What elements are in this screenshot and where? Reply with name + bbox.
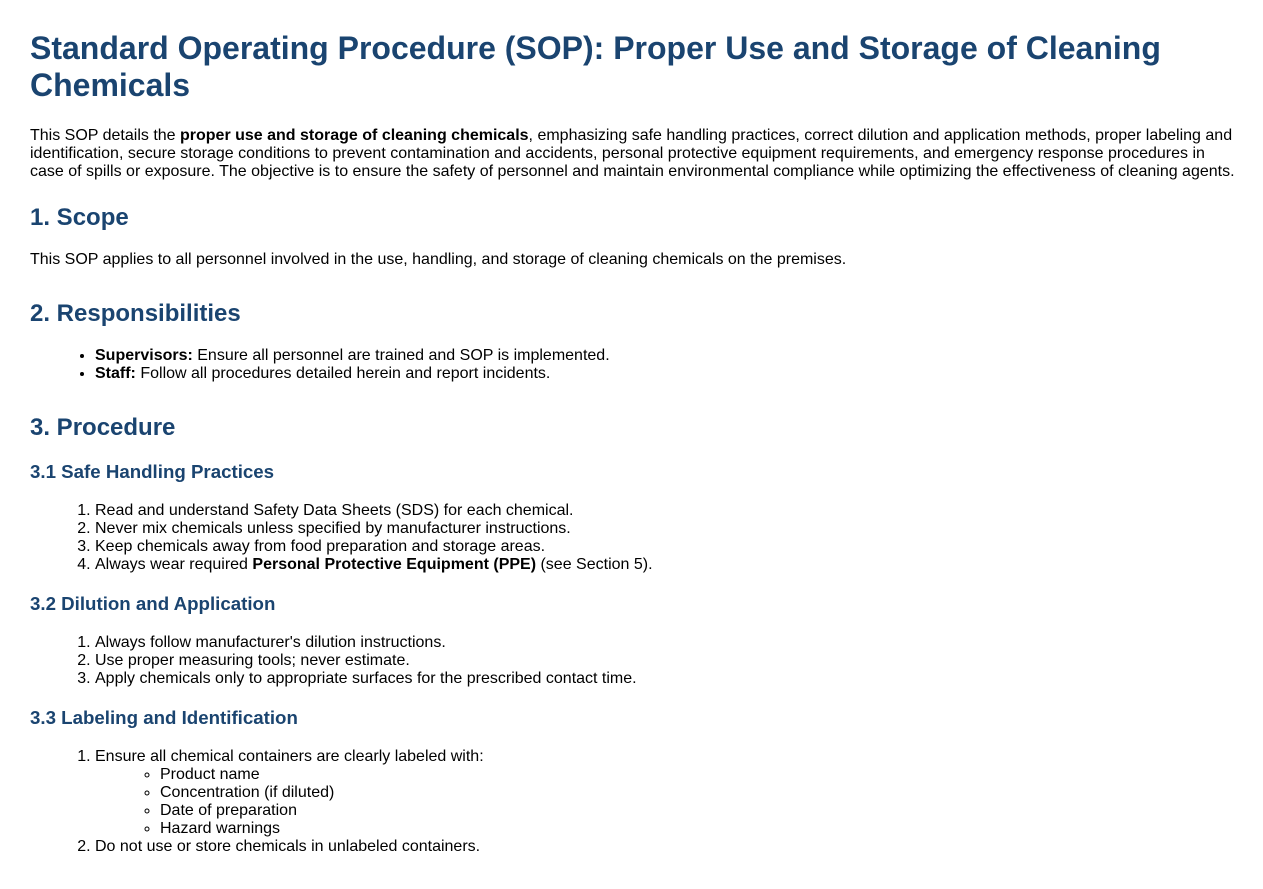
list-item — [95, 556, 1233, 574]
list-item — [95, 365, 1233, 383]
ppe-text-prefix: Always wear required — [95, 556, 253, 573]
intro-text-prefix: This SOP details the — [30, 127, 180, 144]
role-label: Supervisors: — [95, 347, 193, 364]
list-item: ◦ Concentration (if diluted) — [160, 784, 1233, 802]
role-label: Staff: — [95, 365, 136, 382]
intro-paragraph — [30, 127, 1235, 181]
list-item: 1. Read and understand Safety Data Sheets (SDS) for each chemical. — [95, 502, 1233, 520]
ppe-text-bold: Personal Protective Equipment (PPE) — [252, 556, 537, 573]
procedure-heading: 3. Procedure — [30, 414, 176, 441]
role-description: Ensure all personnel are trained and SOP is implemented. — [192, 347, 610, 364]
labeling-list — [95, 748, 1233, 856]
list-item: ◦ Product name — [160, 766, 1233, 784]
list-item — [95, 748, 1233, 838]
list-item: 2. Never mix chemicals unless specified by manufacturer instructions. — [95, 520, 1233, 538]
labeling-heading: 3.3 Labeling and Identification — [30, 707, 298, 728]
scope-heading: 1. Scope — [30, 204, 129, 231]
role-description: Follow all procedures detailed herein and report incidents. — [135, 365, 551, 382]
labeling-item-text: Ensure all chemical containers are clearly labeled with: — [95, 748, 484, 765]
ppe-text-suffix: (see Section 5). — [536, 556, 653, 573]
intro-text-bold: proper use and storage of cleaning chemicals — [180, 127, 529, 144]
list-item — [95, 347, 1233, 365]
handling-heading: 3.1 Safe Handling Practices — [30, 461, 275, 482]
list-item: 3. Apply chemicals only to appropriate surfaces for the prescribed contact time. — [95, 670, 1233, 688]
responsibilities-list — [95, 347, 1233, 383]
list-item: 2. Do not use or store chemicals in unlabeled containers. — [95, 838, 1233, 856]
list-item: ◦ Hazard warnings — [160, 820, 1233, 838]
page-title: Standard Operating Procedure (SOP): Proper Use and Storage of Cleaning Chemicals — [30, 30, 1161, 103]
list-item: 2. Use proper measuring tools; never estimate. — [95, 652, 1233, 670]
intro-text-suffix: , emphasizing safe handling practices, correct dilution and application methods, proper labeling and identification, secure storage conditions to prevent contamination and accidents, personal protective equipment requirements, and emergency response procedures in case of spills or exposure. The objective is to ensure the safety of personnel and maintain environmental compliance while optimizing the effectiveness of cleaning agents. — [30, 127, 1235, 180]
list-item: 1. Always follow manufacturer's dilution instructions. — [95, 634, 1233, 652]
dilution-heading: 3.2 Dilution and Application — [30, 593, 276, 614]
scope-text: This SOP applies to all personnel involved in the use, handling, and storage of cleaning chemicals on the premises. — [30, 251, 847, 268]
list-item: 3. Keep chemicals away from food preparation and storage areas. — [95, 538, 1233, 556]
label-requirements-list — [160, 766, 1233, 838]
handling-list — [95, 502, 1233, 574]
list-item: ◦ Date of preparation — [160, 802, 1233, 820]
responsibilities-heading: 2. Responsibilities — [30, 300, 241, 327]
dilution-list — [95, 634, 1233, 688]
